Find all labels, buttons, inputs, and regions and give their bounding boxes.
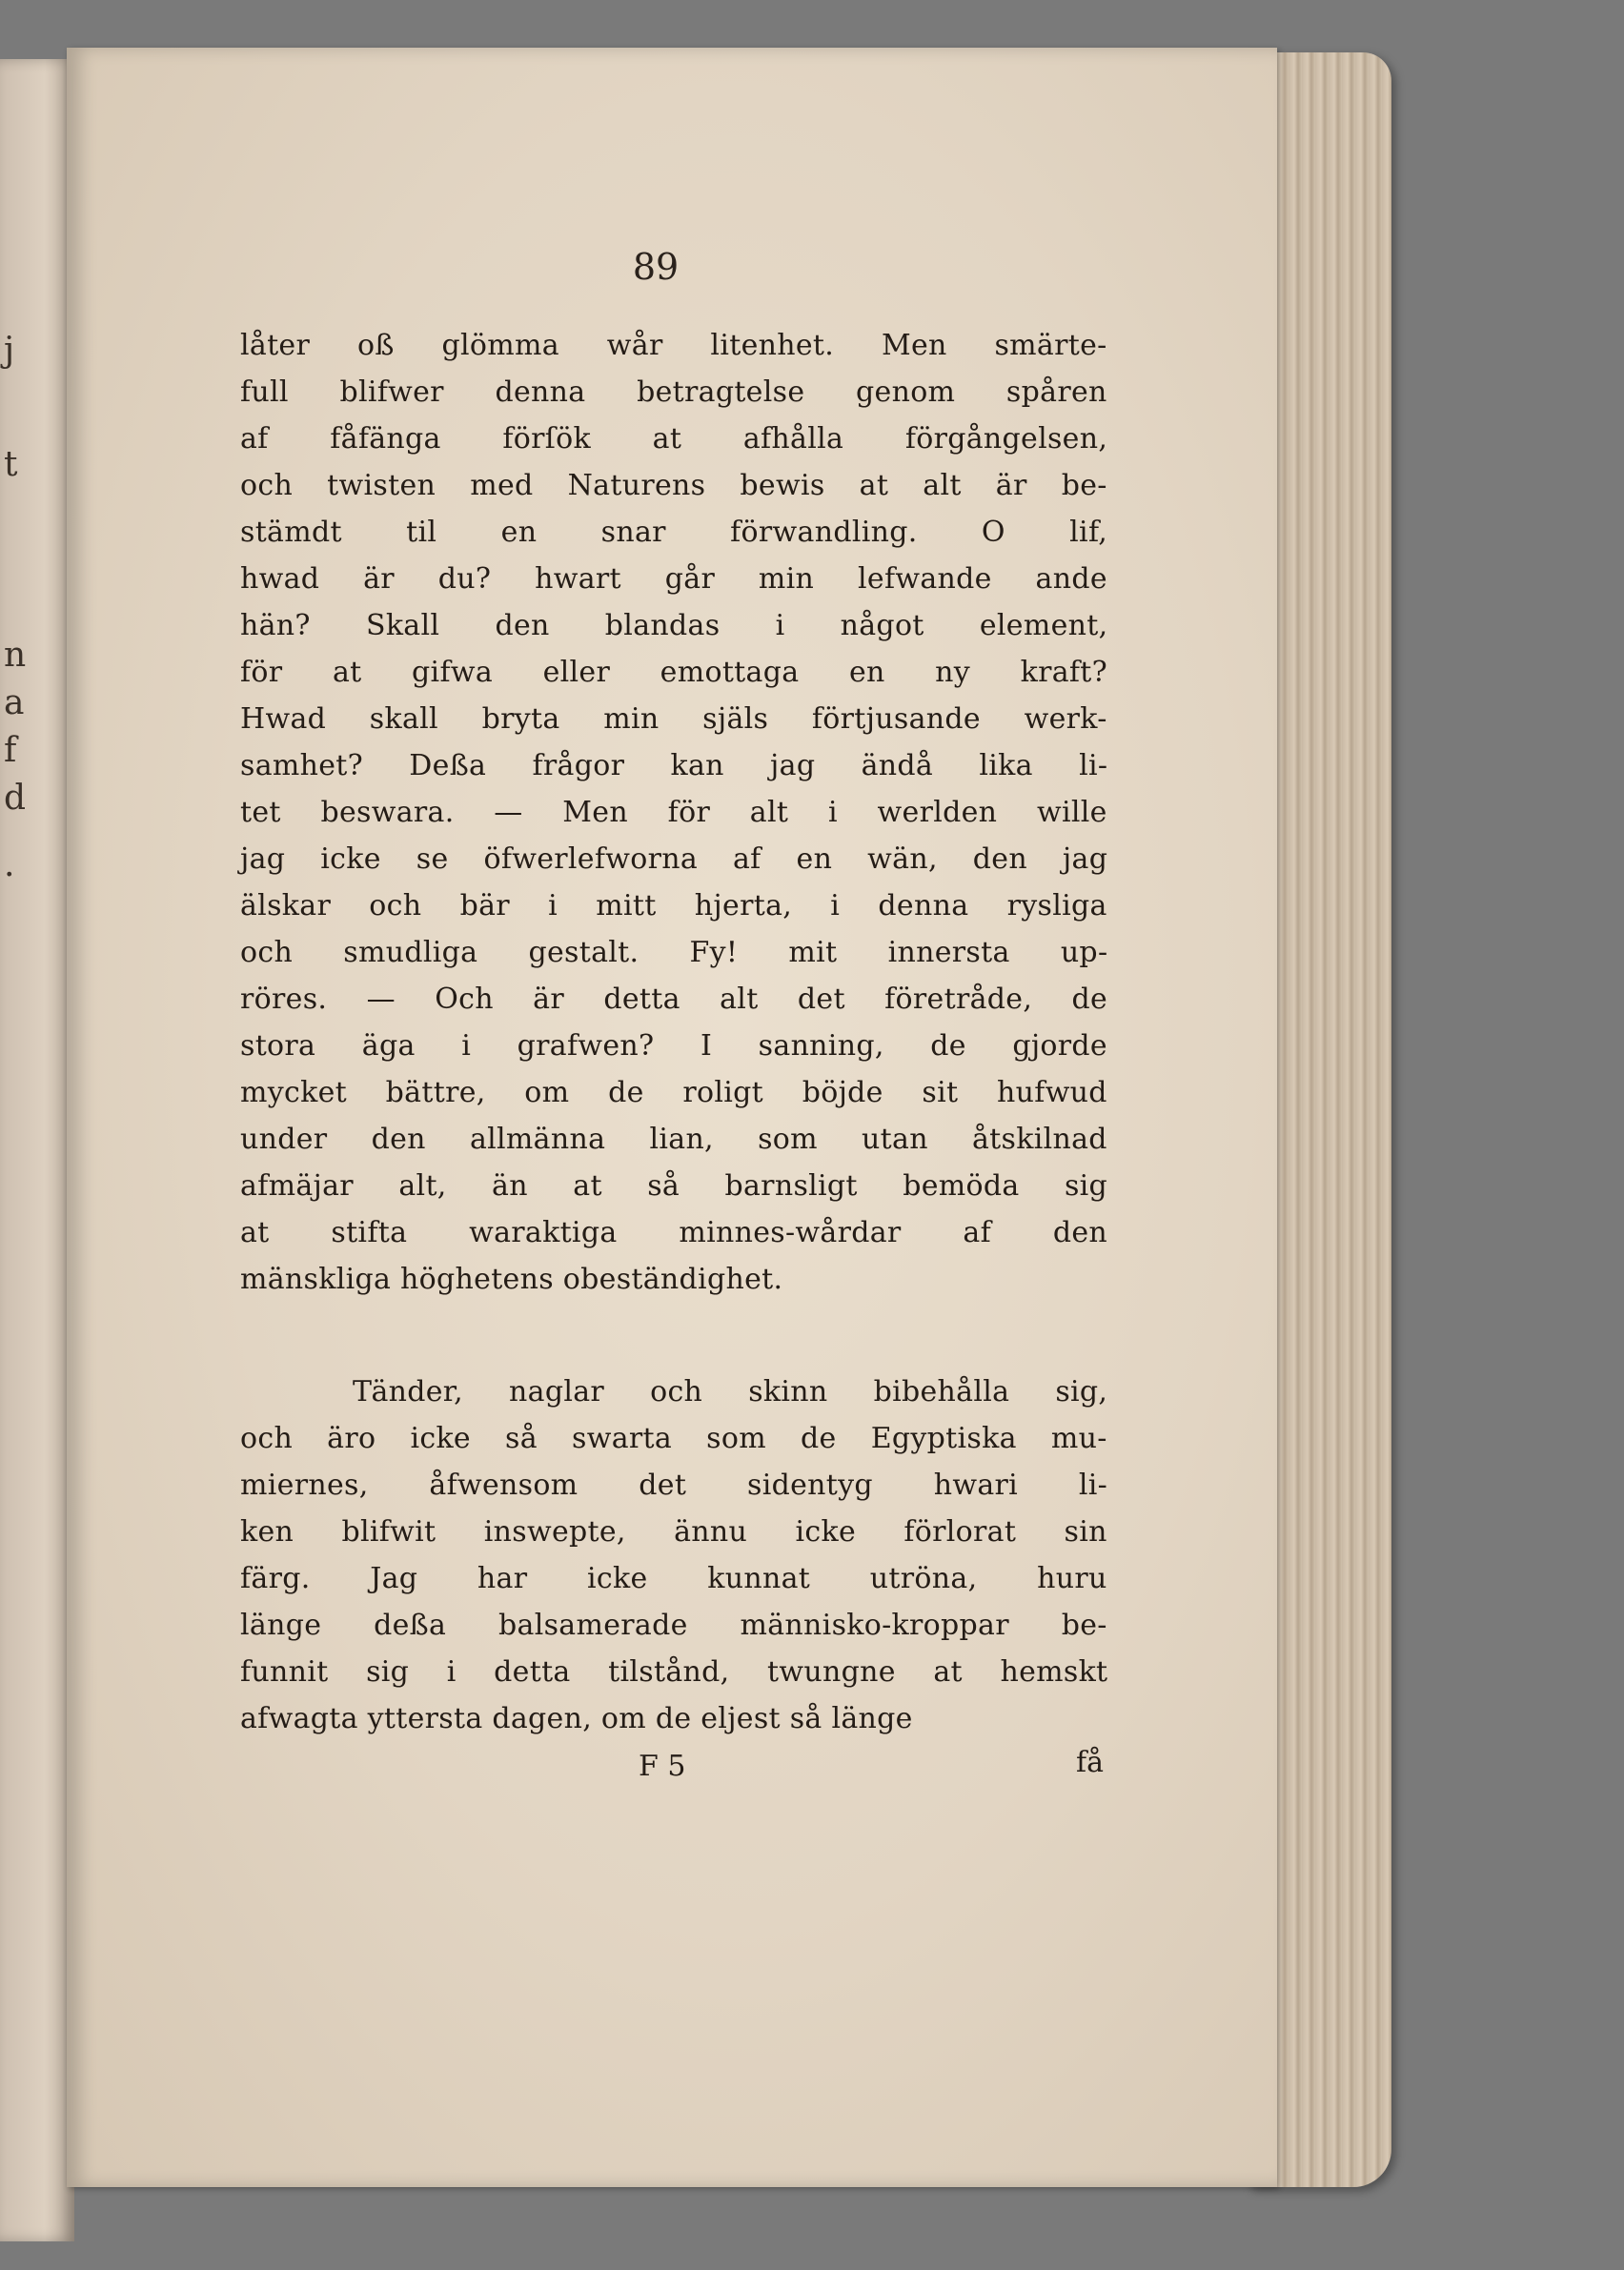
- catchword: få: [1076, 1746, 1104, 1779]
- paragraph: [240, 1368, 1107, 1742]
- text-line: låter oß glömma wår litenhet. Men smärte-: [240, 329, 1107, 362]
- text-line: ken blifwit inswepte, ännu icke förlorat sin: [240, 1515, 1107, 1549]
- text-line: miernes, åfwensom det sidentyg hwari li-: [240, 1469, 1108, 1502]
- text-line: och äro icke så swarta som de Egyptiska mu-: [240, 1422, 1107, 1455]
- paragraph-gap: [240, 1303, 1107, 1368]
- text-line: tet beswara. — Men för alt i werlden wille: [240, 796, 1107, 829]
- text-line: stora äga i grafwen? I sanning, de gjorde: [240, 1029, 1107, 1063]
- page-footer: [639, 1746, 1115, 1797]
- text-line: för at gifwa eller emottaga en ny kraft?: [240, 656, 1108, 689]
- text-line: stämdt til en snar förwandling. O lif,: [240, 516, 1108, 549]
- text-line: hän? Skall den blandas i något element,: [240, 609, 1108, 642]
- text-line: älskar och bär i mitt hjerta, i denna rysliga: [240, 889, 1107, 922]
- text-line: länge deßa balsamerade människo-kroppar be-: [240, 1609, 1107, 1642]
- text-line: hwad är du? hwart går min lefwande ande: [240, 562, 1107, 596]
- text-line: röres. — Och är detta alt det företråde, de: [240, 983, 1108, 1016]
- left-page-fragment: .: [4, 845, 15, 884]
- text-line: samhet? Deßa frågor kan jag ändå lika li-: [240, 749, 1108, 782]
- page-number: 89: [632, 246, 680, 288]
- text-line: af fåfänga förſök at afhålla förgångelsen,: [240, 422, 1108, 456]
- left-page-fragment: n: [4, 636, 27, 675]
- text-line: mänskliga höghetens obeständighet.: [240, 1263, 783, 1296]
- left-page-fragment: d: [4, 779, 27, 818]
- body-text: [240, 322, 1107, 1742]
- text-line: afwagta yttersta dagen, om de eljest så länge: [240, 1702, 913, 1735]
- left-page-fragment: f: [4, 731, 17, 770]
- text-line: Hwad skall bryta min själs förtjusande werk-: [240, 702, 1107, 736]
- text-line: färg. Jag har icke kunnat utröna, huru: [240, 1562, 1107, 1595]
- text-line: Tänder, naglar och skinn bibehålla sig,: [353, 1375, 1108, 1409]
- text-line: under den allmänna lian, som utan åtskilnad: [240, 1123, 1107, 1156]
- left-page-fragment: t: [4, 445, 18, 484]
- text-line: och smudliga gestalt. Fy! mit innersta up-: [240, 936, 1108, 969]
- text-line: at stifta waraktiga minnes-wårdar af den: [240, 1216, 1107, 1249]
- text-line: full blifwer denna betragtelse genom spåren: [240, 375, 1107, 409]
- paragraph: [240, 322, 1107, 1303]
- signature-mark: F 5: [639, 1750, 686, 1783]
- left-page-fragment: a: [4, 683, 25, 722]
- text-line: och twisten med Naturens bewis at alt är be-: [240, 469, 1107, 502]
- text-line: mycket bättre, om de roligt böjde sit hufwud: [240, 1076, 1107, 1109]
- text-line: afmäjar alt, än at så barnsligt bemöda sig: [240, 1169, 1108, 1203]
- text-line: jag icke se öfwerlefworna af en wän, den jag: [240, 842, 1108, 876]
- left-page-edge: [0, 59, 74, 2241]
- text-line: funnit sig i detta tilstånd, twungne at hemskt: [240, 1655, 1108, 1689]
- left-page-fragment: j: [4, 331, 15, 370]
